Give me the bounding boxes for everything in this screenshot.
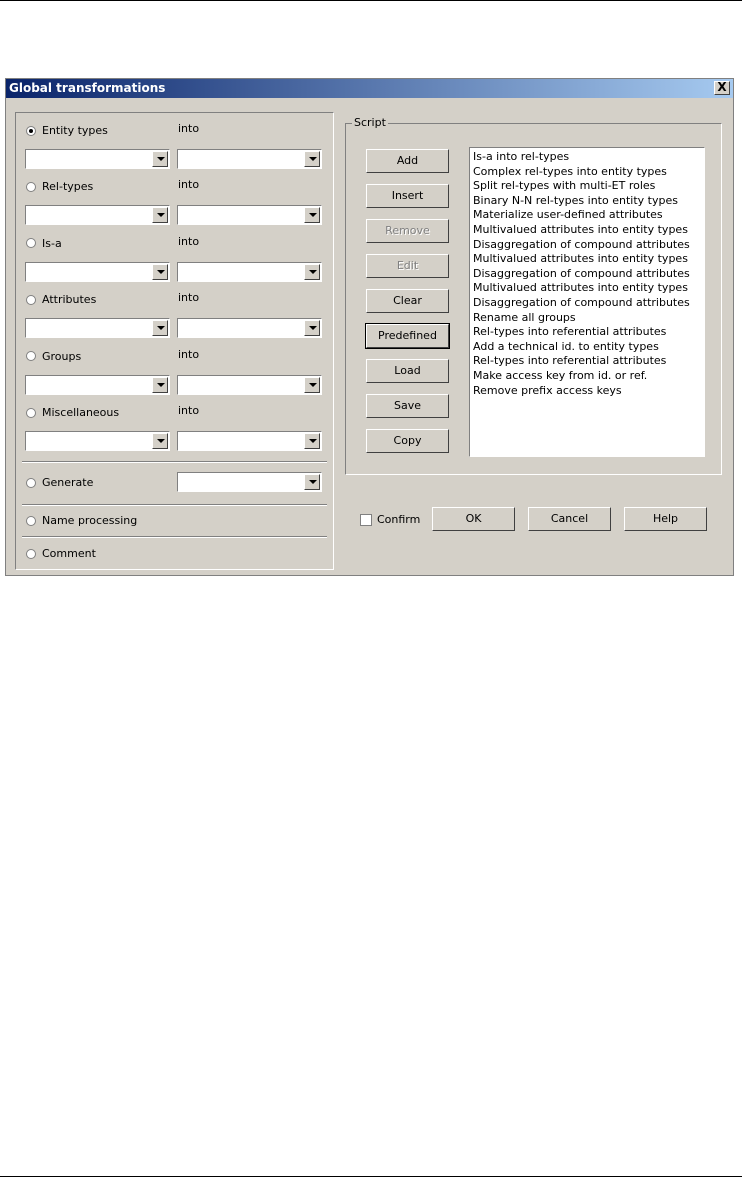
list-item[interactable]: Disaggregation of compound attributes xyxy=(473,237,690,251)
generate-combo[interactable] xyxy=(177,472,322,492)
list-item[interactable]: Is-a into rel-types xyxy=(473,150,570,163)
chevron-down-icon[interactable] xyxy=(152,433,168,449)
add-button[interactable]: Add xyxy=(366,149,449,173)
title-bar xyxy=(6,79,733,98)
list-item[interactable]: Complex rel-types into entity types xyxy=(473,164,667,178)
radio-attributes-label: Attributes xyxy=(42,293,97,307)
page-bottom-rule xyxy=(0,1176,742,1177)
list-item[interactable]: Rel-types into referential attributes xyxy=(473,325,667,339)
confirm-checkbox[interactable] xyxy=(360,513,420,526)
list-item[interactable]: Materialize user-defined attributes xyxy=(473,208,663,222)
radio-generate[interactable] xyxy=(26,476,93,489)
radio-rel-types[interactable] xyxy=(26,180,93,193)
miscellaneous-target-value xyxy=(178,432,181,445)
is-a-source-value xyxy=(26,263,29,276)
radio-comment-label: Comment xyxy=(42,547,96,560)
chevron-down-icon[interactable] xyxy=(304,151,320,167)
list-item[interactable]: Disaggregation of compound attributes xyxy=(473,266,690,280)
list-item[interactable]: Binary N-N rel-types into entity types xyxy=(473,193,678,207)
groups-target-value xyxy=(178,376,181,389)
predefined-button[interactable]: Predefined xyxy=(366,324,449,348)
into-label: into xyxy=(178,234,200,248)
ok-button[interactable]: OK xyxy=(432,507,515,531)
rel-types-target-value xyxy=(178,206,181,219)
list-item[interactable]: Multivalued attributes into entity types xyxy=(473,222,688,236)
radio-attributes[interactable] xyxy=(26,293,96,306)
groups-source-combo[interactable] xyxy=(25,375,170,395)
radio-entity-types[interactable] xyxy=(26,124,108,137)
script-legend: Script xyxy=(354,116,386,129)
insert-button[interactable]: Insert xyxy=(366,184,449,208)
close-button[interactable] xyxy=(714,81,730,95)
attributes-target-combo[interactable] xyxy=(177,318,322,338)
radio-name-processing-label: Name processing xyxy=(42,514,138,527)
chevron-down-icon[interactable] xyxy=(152,377,168,393)
is-a-source-combo[interactable] xyxy=(25,262,170,282)
clear-button[interactable]: Clear xyxy=(366,289,449,313)
help-button[interactable]: Help xyxy=(624,507,707,531)
chevron-down-icon[interactable] xyxy=(304,320,320,336)
global-transformations-dialog xyxy=(5,78,734,576)
attributes-source-combo[interactable] xyxy=(25,318,170,338)
chevron-down-icon[interactable] xyxy=(152,151,168,167)
separator xyxy=(22,461,327,463)
radio-icon xyxy=(26,478,36,488)
radio-icon xyxy=(26,408,36,418)
copy-button[interactable]: Copy xyxy=(366,429,449,453)
list-item[interactable]: Make access key from id. or ref. xyxy=(473,368,648,382)
list-item[interactable]: Multivalued attributes into entity types xyxy=(473,281,688,295)
is-a-target-combo[interactable] xyxy=(177,262,322,282)
separator xyxy=(22,504,327,506)
miscellaneous-source-combo[interactable] xyxy=(25,431,170,451)
into-label: into xyxy=(178,404,200,417)
list-item[interactable]: Disaggregation of compound attributes xyxy=(473,295,690,309)
page-top-rule xyxy=(0,0,742,1)
cancel-button[interactable]: Cancel xyxy=(528,507,611,531)
radio-groups-label: Groups xyxy=(42,349,82,363)
radio-icon xyxy=(26,549,36,559)
radio-icon xyxy=(26,516,36,526)
chevron-down-icon[interactable] xyxy=(304,207,320,223)
chevron-down-icon[interactable] xyxy=(304,474,320,490)
script-list[interactable] xyxy=(469,147,705,457)
chevron-down-icon[interactable] xyxy=(152,320,168,336)
list-item[interactable]: Multivalued attributes into entity types xyxy=(473,252,688,266)
chevron-down-icon[interactable] xyxy=(304,264,320,280)
radio-generate-label: Generate xyxy=(42,476,94,489)
radio-name-processing[interactable] xyxy=(26,514,137,527)
groups-target-combo[interactable] xyxy=(177,375,322,395)
radio-is-a[interactable] xyxy=(26,237,62,250)
list-item[interactable]: Rel-types into referential attributes xyxy=(473,354,667,368)
separator xyxy=(22,536,327,538)
chevron-down-icon[interactable] xyxy=(152,207,168,223)
radio-entity-types-label: Entity types xyxy=(42,124,108,137)
into-label: into xyxy=(178,122,200,135)
radio-is-a-label: Is-a xyxy=(42,236,62,250)
radio-miscellaneous-label: Miscellaneous xyxy=(42,406,120,419)
into-label: into xyxy=(178,347,200,361)
radio-comment[interactable] xyxy=(26,547,96,560)
entity-types-target-value xyxy=(178,150,181,163)
list-item[interactable]: Add a technical id. to entity types xyxy=(473,339,659,353)
checkbox-icon[interactable] xyxy=(360,514,372,526)
transformation-selection-panel xyxy=(15,112,334,570)
into-label: into xyxy=(178,178,200,192)
entity-types-source-combo[interactable] xyxy=(25,149,170,169)
radio-rel-types-label: Rel-types xyxy=(42,180,94,194)
into-label: into xyxy=(178,291,200,305)
rel-types-source-combo[interactable] xyxy=(25,205,170,225)
attributes-source-value xyxy=(26,319,29,332)
generate-combo-value xyxy=(178,473,181,486)
rel-types-source-value xyxy=(26,206,29,219)
dialog-title: Global transformations xyxy=(9,81,166,95)
chevron-down-icon[interactable] xyxy=(152,264,168,280)
attributes-target-value xyxy=(178,319,181,332)
radio-icon xyxy=(26,126,36,136)
radio-icon xyxy=(26,351,36,361)
groups-source-value xyxy=(26,376,29,389)
radio-icon xyxy=(26,238,36,248)
confirm-label: Confirm xyxy=(377,513,421,526)
radio-icon xyxy=(26,182,36,192)
list-item[interactable]: Rename all groups xyxy=(473,310,576,324)
remove-button[interactable]: Remove xyxy=(366,219,449,243)
is-a-target-value xyxy=(178,263,181,276)
close-icon: X xyxy=(717,80,727,94)
entity-types-source-value xyxy=(26,150,29,163)
load-button[interactable]: Load xyxy=(366,359,449,383)
edit-button[interactable]: Edit xyxy=(366,254,449,278)
rel-types-target-combo[interactable] xyxy=(177,205,322,225)
miscellaneous-target-combo[interactable] xyxy=(177,431,322,451)
radio-groups[interactable] xyxy=(26,350,81,363)
radio-icon xyxy=(26,295,36,305)
entity-types-target-combo[interactable] xyxy=(177,149,322,169)
chevron-down-icon[interactable] xyxy=(304,433,320,449)
chevron-down-icon[interactable] xyxy=(304,377,320,393)
save-button[interactable]: Save xyxy=(366,394,449,418)
radio-miscellaneous[interactable] xyxy=(26,406,119,419)
list-item[interactable]: Remove prefix access keys xyxy=(473,383,622,397)
miscellaneous-source-value xyxy=(26,432,29,445)
list-item[interactable]: Split rel-types with multi-ET roles xyxy=(473,179,656,193)
